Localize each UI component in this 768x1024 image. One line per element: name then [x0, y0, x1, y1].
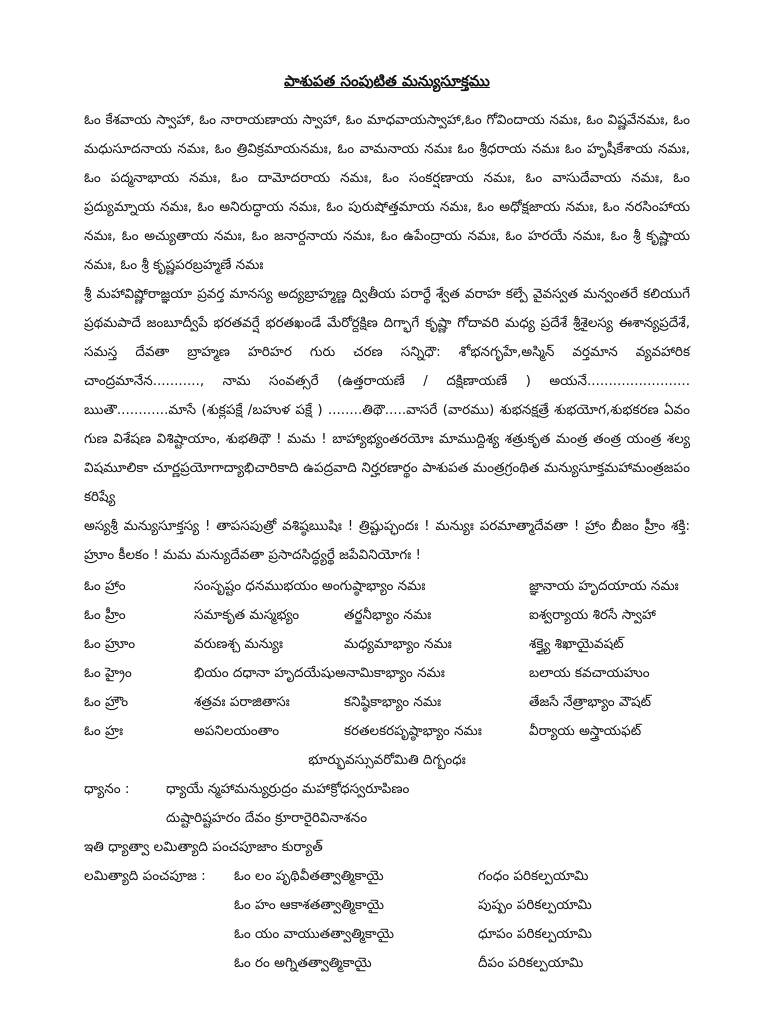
panchapuja-row: [84, 891, 690, 920]
nyasa-kara: వీర్యాయ అస్త్రాయఫట్: [529, 723, 642, 739]
iti-line: ఇతి ధ్యాత్వా లమిత్యాది పంచపూజాం కుర్యాత్: [84, 839, 323, 855]
nyasa-kara: బలాయ కవచాయహుం: [529, 665, 650, 681]
invocation-paragraph: ఓం కేశవాయ స్వాహా, ఓం నారాయణాయ స్వాహా, ఓం మాధవాయస్వాహా,ఓం గోవిందాయ నమః, ఓం విష్ణవేనమః, ఓం మధుసూదనాయ నమః, ఓం త్రివిక్రమాయనమః, ఓం వామనాయ నమః ఓం శ్రీధరాయ నమః ఓం హృషీకేశాయ నమః, ఓం పద్మనాభాయ నమః, ఓం దామోదరాయ నమః, ఓం సంకర్షణాయ నమః, ఓం వాసుదేవాయ నమః, ఓం ప్రద్యుమ్నాయ నమః, ఓం అనిరుద్ధాయ నమః, ఓం పురుషోత్తమాయ నమః, ఓం అధోక్షజాయ నమః, ఓం నరసింహాయ నమః, ఓం అచ్యుతాయ నమః, ఓం జనార్దనాయ నమః, ఓం ఉపేంద్రాయ నమః, ఓం హరయే నమః, ఓం శ్రీ కృష్ణాయ నమః, ఓం శ్రీ కృష్ణపరబ్రహ్మణే నమః: [84, 112, 690, 273]
nyasa-mantra: శత్రవః పరాజితాసః: [194, 694, 290, 710]
document-title: పాశుపత సంపుటిత మన్యుసూక్తము: [284, 72, 490, 90]
nyasa-mantra: సమాకృత మస్మభ్యం: [194, 607, 300, 623]
panchapuja-mantra: ఓం లం పృథివీతత్వాత్మికాయై: [234, 868, 384, 884]
nyasa-bija: ఓం హ్రః: [84, 723, 124, 739]
nyasa-anga: కరతలకరపృష్ఠాభ్యాం నమః: [344, 723, 482, 739]
panchapuja-mantra: ఓం హం ఆకాశతత్వాత్మికాయై: [234, 897, 384, 913]
digbandha-line: భూర్భువస్సువరోమితి దిగ్బంధః: [308, 752, 466, 768]
nyasa-row: [84, 630, 690, 659]
nyasa-bija: ఓం హ్రీం: [84, 607, 126, 623]
dhyanam-line: దుష్టారిష్టహరం దేవం క్రూరారైరివినాశనం: [166, 810, 368, 826]
panchapuja-offering: గంధం పరికల్పయామి: [478, 868, 589, 884]
panchapuja-row: [84, 862, 690, 891]
nyasa-kara: శక్త్యై శిఖాయైవషట్: [529, 636, 624, 652]
nyasa-mantra: అపనిలయంతాం: [194, 723, 280, 739]
nyasa-anga: మధ్యమాభ్యాం నమః: [344, 636, 452, 652]
nyasa-bija: ఓం హ్రాం: [84, 578, 126, 594]
panchapuja-label: లమిత్యాది పంచపూజ :: [84, 868, 206, 884]
panchapuja-row: [84, 949, 690, 978]
nyasa-bija: ఓం హ్రూం: [84, 636, 136, 652]
dhyanam-block: [84, 775, 690, 833]
nyasa-anga: భియం దధానా హృదయేషుఅనామికాభ్యాం నమః: [194, 665, 445, 681]
sankalpa-paragraph: శ్రీ మహావిష్ణోరాజ్ఞయా ప్రవర్త మానస్య అద్యబ్రాహ్మణ్ణ ద్వితీయ పరార్థే శ్వేత వరాహ కల్పే వైవస్వత మన్వంతరే కలియుగే ప్రథమపాదే జంబూద్వీపే భరతవర్షే భరతఖండే మేరోర్దక్షిణ దిగ్భాగే కృష్ణా గోదావరి మధ్య ప్రదేశే శ్రీశైలస్య ఈశాన్యప్రదేశే, సమస్త దేవతా బ్రాహ్మణ హరిహర గురు చరణ సన్నిధౌ: శోభనగృహే,అస్మిన్ వర్తమాన వ్యవహారిక చాంద్రమానేన..........., నామ సంవత్సరే (ఉత్తరాయణే / దక్షిణాయణే ) అయనే........................ ఋతౌ............మాసే (శుక్లపక్షే /బహుళ పక్షే ) ........తిథౌ.....వాసరే (వారము) శుభనక్షత్రే శుభయోగ,శుభకరణ ఏవం గుణ విశేషణ విశిష్టాయాం, శుభతిథౌ ! మమ ! బాహ్యాభ్యంతరయోః మాముద్దిశ్య శత్రుకృత మంత్ర తంత్ర యంత్ర శల్య విషమూలికా చూర్ణప్రయోగాద్యాభిచారికాది ఉపద్రవాది నిర్హరణార్థం పాశుపత మంత్రగ్రంథిత మన్యుసూక్తమహామంత్రజపం కరిష్యే: [84, 286, 690, 505]
panchapuja-mantra: ఓం రం అగ్నితత్వాత్మికాయై: [234, 955, 372, 971]
panchapuja-block: [84, 862, 690, 978]
panchapuja-offering: పుష్పం పరికల్పయామి: [478, 897, 592, 913]
nyasa-row: [84, 572, 690, 601]
nyasa-row: [84, 659, 690, 688]
nyasa-row: [84, 688, 690, 717]
nyasa-kara: ఐశ్వర్యాయ శిరసే స్వాహా: [529, 607, 656, 623]
nyasa-mantra: వరుణశ్చ మన్యుః: [194, 636, 283, 652]
nyasa-anga: కనిష్ఠికాభ్యాం నమః: [344, 694, 442, 710]
nyasa-row: [84, 717, 690, 746]
nyasa-anga: తర్జనీభ్యాం నమః: [344, 607, 432, 623]
panchapuja-row: [84, 920, 690, 949]
nyasa-anga: సంసృష్టం ధనముభయం అంగుష్ఠాభ్యాం నమః: [194, 578, 426, 594]
dhyanam-line: ధ్యాయే న్మహామన్యుర్రుద్రం మహాక్రోధస్వరూపిణం: [166, 781, 410, 797]
nyasa-table: [84, 572, 690, 746]
nyasa-row: [84, 601, 690, 630]
panchapuja-offering: దీపం పరికల్పయామి: [478, 955, 584, 971]
viniyoga-paragraph: అస్యశ్రీ మన్యుసూక్తస్య ! తాపసపుత్రో వశిష్ఠఋషిః ! త్రిష్టుప్ఛందః ! మన్యుః పరమాత్మాదేవతా ! హ్రాం బీజం హ్రీం శక్తి: హ్రూం కీలకం ! మమ మన్యుదేవతా ప్రసాదసిద్ధ్యర్థే జపేవినియోగః !: [84, 518, 690, 563]
panchapuja-offering: ధూపం పరికల్పయామి: [478, 926, 592, 942]
nyasa-kara: జ్ఞానాయ హృదయాయ నమః: [529, 578, 679, 594]
nyasa-bija: ఓం హ్రౌం: [84, 694, 129, 710]
nyasa-kara: తేజసే నేత్రాభ్యాం వౌషట్: [529, 694, 652, 710]
panchapuja-mantra: ఓం యం వాయుతత్వాత్మికాయై: [234, 926, 394, 942]
nyasa-bija: ఓం హ్రైం: [84, 665, 132, 681]
dhyanam-label: ధ్యానం :: [84, 781, 130, 797]
